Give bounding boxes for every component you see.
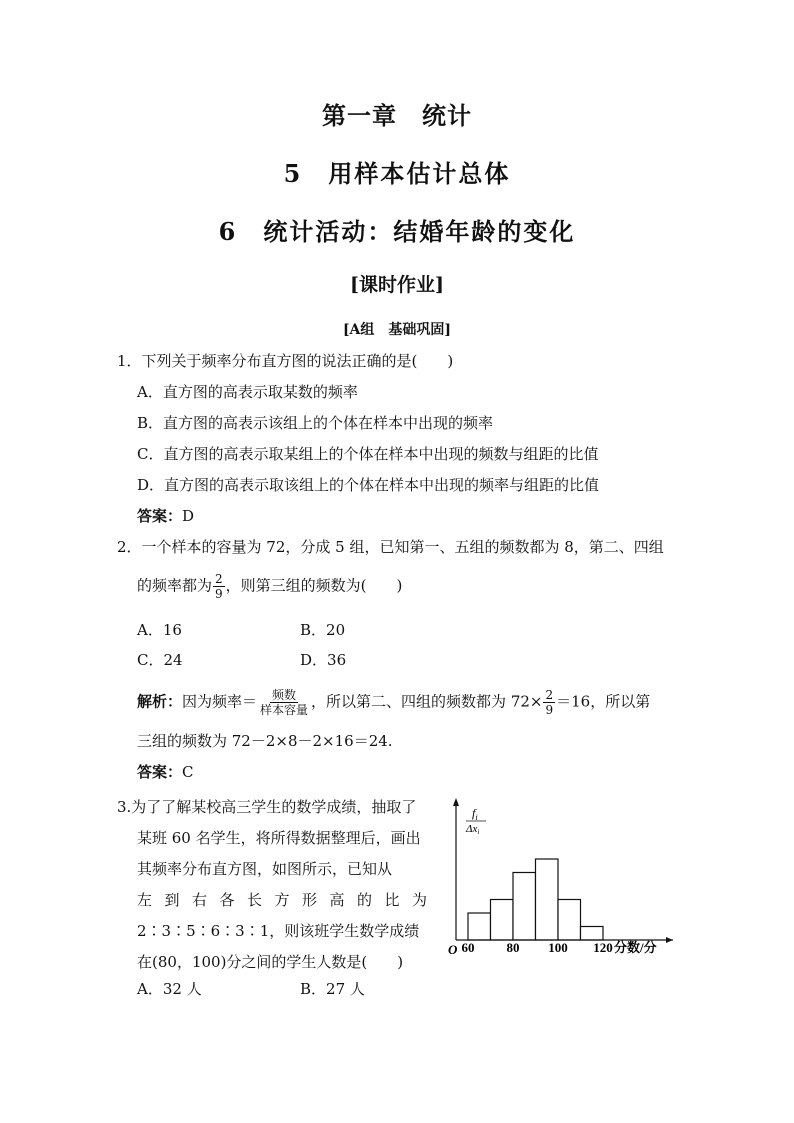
q2-answer-label: 答案： <box>137 763 183 781</box>
q2-option-d: D．36 <box>300 651 347 669</box>
q1-option-c: C．直方图的高表示取某组上的个体在样本中出现的频数与组距的比值 <box>137 445 599 463</box>
q1-answer <box>137 506 194 526</box>
q2-analysis-frac2-num: 2 <box>545 688 554 702</box>
x-axis-arrow <box>666 937 673 943</box>
q2-analysis-post: ＝16，所以第 <box>556 692 651 711</box>
q2-stem-pre: 的频率都为 <box>137 576 213 595</box>
x-tick-label: 80 <box>506 940 520 955</box>
x-tick-label: 60 <box>461 940 475 955</box>
q2-analysis-frac-den: 样本容量 <box>260 703 309 717</box>
q2-stem-line1: 2．一个样本的容量为 72，分成 5 组，已知第一、五组的频数都为 8，第二、四组 <box>117 538 664 556</box>
q2-analysis-line2: 三组的频数为 72－2×8－2×16＝24. <box>137 732 393 750</box>
q1-stem: 1．下列关于频率分布直方图的说法正确的是( ) <box>117 352 454 370</box>
q2-analysis-fraction2 <box>543 688 555 717</box>
q2-answer-value: C <box>182 763 194 781</box>
origin-label: O <box>448 942 458 957</box>
x-axis-label: 分数/分 <box>614 940 657 955</box>
q3-line4: 左到右各长方形高的比为 <box>137 891 427 909</box>
q2-option-c: C．24 <box>137 651 183 669</box>
q2-stem-line2 <box>137 572 402 601</box>
q2-option-a: A．16 <box>137 621 182 639</box>
histogram-bar <box>513 873 536 941</box>
q3-line5: 2∶3∶5∶6∶3∶1，则该班学生数学成绩 <box>137 922 420 940</box>
y-label-numerator: $f_i$ <box>472 806 478 822</box>
y-axis-label <box>465 806 486 836</box>
q2-analysis-frac-num: 频数 <box>272 688 297 702</box>
x-tick-label: 120 <box>593 940 613 955</box>
homework-heading: [课时作业] <box>350 274 444 296</box>
frequency-histogram <box>438 790 678 970</box>
histogram-bar <box>581 927 604 941</box>
q1-answer-value: D <box>182 507 195 525</box>
q3-stem <box>117 792 427 978</box>
histogram-bars <box>468 859 603 940</box>
x-tick-label: 100 <box>548 940 568 955</box>
section-6-title: 6 统计活动：结婚年龄的变化 <box>218 217 576 246</box>
q2-stem-post: ，则第三组的频数为( ) <box>225 576 403 595</box>
q2-analysis-label: 解析： <box>137 692 183 711</box>
histogram-bar <box>491 900 514 941</box>
q2-analysis-mid: ，所以第二、四组的频数都为 72× <box>311 692 543 711</box>
group-heading: [A组 基础巩固] <box>342 322 452 338</box>
x-tick-labels <box>462 940 613 955</box>
section-5-title: 5 用样本估计总体 <box>283 159 511 188</box>
q3-option-b: B．27 人 <box>300 980 365 998</box>
histogram-bar <box>468 913 491 940</box>
q2-option-b: B．20 <box>300 621 346 639</box>
q1-option-d: D．直方图的高表示取该组上的个体在样本中出现的频率与组距的比值 <box>137 476 600 494</box>
q2-analysis-fraction <box>258 688 310 717</box>
histogram-bar <box>558 900 581 941</box>
q3-option-a: A．32 人 <box>137 980 202 998</box>
q3-line3: 其频率分布直方图，如图所示，已知从 <box>137 860 393 878</box>
q2-analysis <box>137 688 650 717</box>
q3-line6: 在(80，100)分之间的学生人数是( ) <box>137 953 404 971</box>
histogram-bar <box>536 859 559 940</box>
q2-answer <box>137 762 194 782</box>
y-label-denominator: Δxi <box>466 823 480 836</box>
q2-fraction <box>213 572 225 601</box>
q2-analysis-pre: 因为频率＝ <box>182 692 258 711</box>
q1-answer-label: 答案： <box>137 507 183 525</box>
q3-line1: 3.为了了解某校高三学生的数学成绩，抽取了 <box>117 798 417 816</box>
chapter-title: 第一章 统计 <box>322 101 472 130</box>
q2-analysis-frac2-den: 9 <box>545 703 554 717</box>
y-axis-arrow <box>453 798 459 806</box>
q2-fraction-den: 9 <box>215 587 223 601</box>
q1-option-b: B．直方图的高表示该组上的个体在样本中出现的频率 <box>137 414 494 432</box>
q3-line2: 某班 60 名学生，将所得数据整理后，画出 <box>137 829 421 847</box>
q2-fraction-num: 2 <box>215 572 223 586</box>
q1-option-a: A．直方图的高表示取某数的频率 <box>137 383 358 401</box>
